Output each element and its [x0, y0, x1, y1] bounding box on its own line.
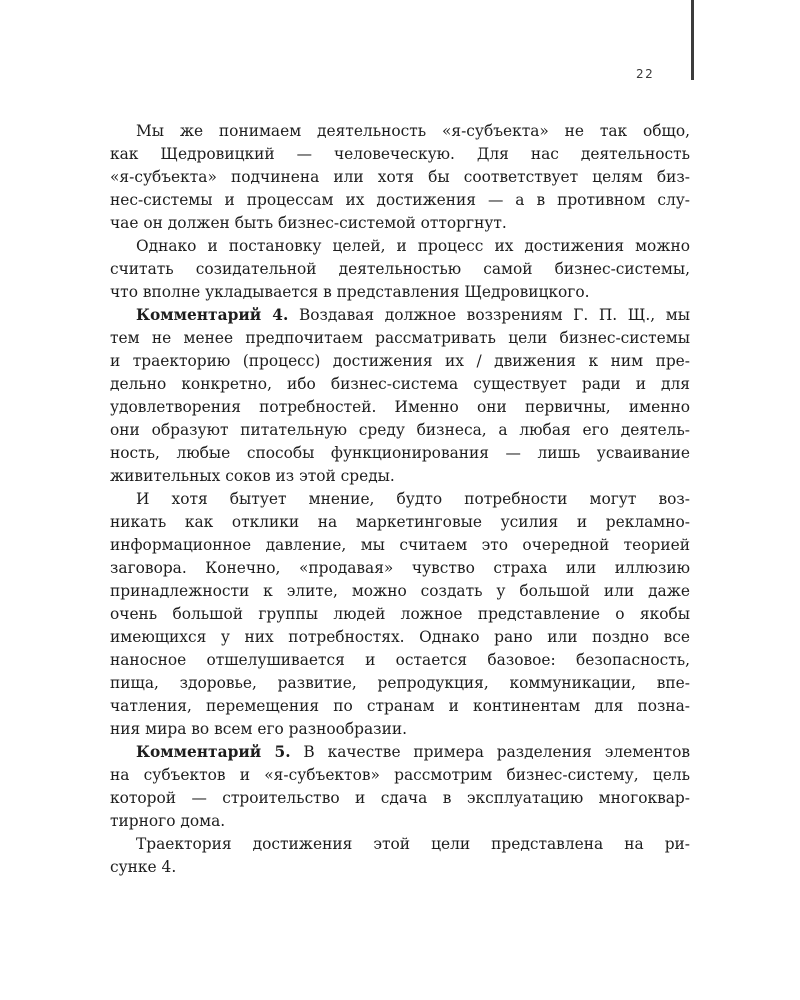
text-line: как Щедровицкий — человеческую. Для нас деятельность	[110, 145, 690, 163]
paragraph	[110, 833, 690, 879]
text-line: что вполне укладывается в представления Щедровицкого.	[110, 283, 590, 301]
text-line: имеющихся у них потребностях. Однако рано или поздно все	[110, 628, 690, 646]
header-rule	[691, 0, 694, 80]
text-line: принадлежности к элите, можно создать у большой или даже	[110, 582, 690, 600]
text-line: дельно конкретно, ибо бизнес-система существует ради и для	[110, 375, 690, 393]
text-line: тем не менее предпочитаем рассматривать цели бизнес-системы	[110, 329, 690, 347]
text-line: «я-субъекта» подчинена или хотя бы соответствует целям биз-	[110, 168, 690, 186]
text-line: которой — строительство и сдача в эксплуатацию многоквар-	[110, 789, 690, 807]
comment-lead: Комментарий 5.	[136, 743, 291, 761]
text-line	[110, 304, 690, 327]
text-line: живительных соков из этой среды.	[110, 467, 395, 485]
comment-lead: Комментарий 4.	[136, 306, 289, 324]
text-line: наносное отшелушивается и остается базовое: безопасность,	[110, 651, 690, 669]
text-line: удовлетворения потребностей. Именно они первичны, именно	[110, 398, 690, 416]
text-line: чатления, перемещения по странам и континентам для позна-	[110, 697, 690, 715]
text-span: В качестве примера разделения элементов	[290, 743, 691, 761]
text-line: Траектория достижения этой цели представлена на ри-	[136, 835, 690, 853]
text-line: пища, здоровье, развитие, репродукция, коммуникации, впе-	[110, 674, 690, 692]
text-line: Мы же понимаем деятельность «я-субъекта» не так общо,	[136, 122, 690, 140]
text-line: и траекторию (процесс) достижения их / движения к ним пре-	[110, 352, 690, 370]
text-line: чае он должен быть бизнес-системой отторгнут.	[110, 214, 507, 232]
comment-paragraph	[110, 741, 690, 833]
text-span: Воздавая должное воззрениям Г. П. Щ., мы	[288, 306, 690, 324]
text-line: нес-системы и процессам их достижения — а в противном слу-	[110, 191, 690, 209]
text-line: информационное давление, мы считаем это очередной теорией	[110, 536, 690, 554]
page-number: 22	[636, 67, 655, 81]
text-line: ность, любые способы функционирования — лишь усваивание	[110, 444, 690, 462]
comment-paragraph	[110, 304, 690, 488]
text-line: на субъектов и «я-субъектов» рассмотрим бизнес-систему, цель	[110, 766, 690, 784]
text-line: заговора. Конечно, «продавая» чувство страха или иллюзию	[110, 559, 690, 577]
text-line: сунке 4.	[110, 858, 177, 876]
text-line: Однако и постановку целей, и процесс их достижения можно	[136, 237, 690, 255]
text-line: они образуют питательную среду бизнеса, а любая его деятель-	[110, 421, 690, 439]
text-line: очень большой группы людей ложное представление о якобы	[110, 605, 690, 623]
paragraph	[110, 235, 690, 304]
text-line: ния мира во всем его разнообразии.	[110, 720, 407, 738]
text-line: тирного дома.	[110, 812, 226, 830]
paragraph	[110, 488, 690, 741]
paragraph	[110, 120, 690, 235]
text-line: считать созидательной деятельностью самой бизнес-системы,	[110, 260, 690, 278]
text-line: И хотя бытует мнение, будто потребности могут воз-	[136, 490, 690, 508]
text-line: никать как отклики на маркетинговые усилия и рекламно-	[110, 513, 690, 531]
text-body	[110, 120, 690, 879]
text-line	[110, 741, 690, 764]
